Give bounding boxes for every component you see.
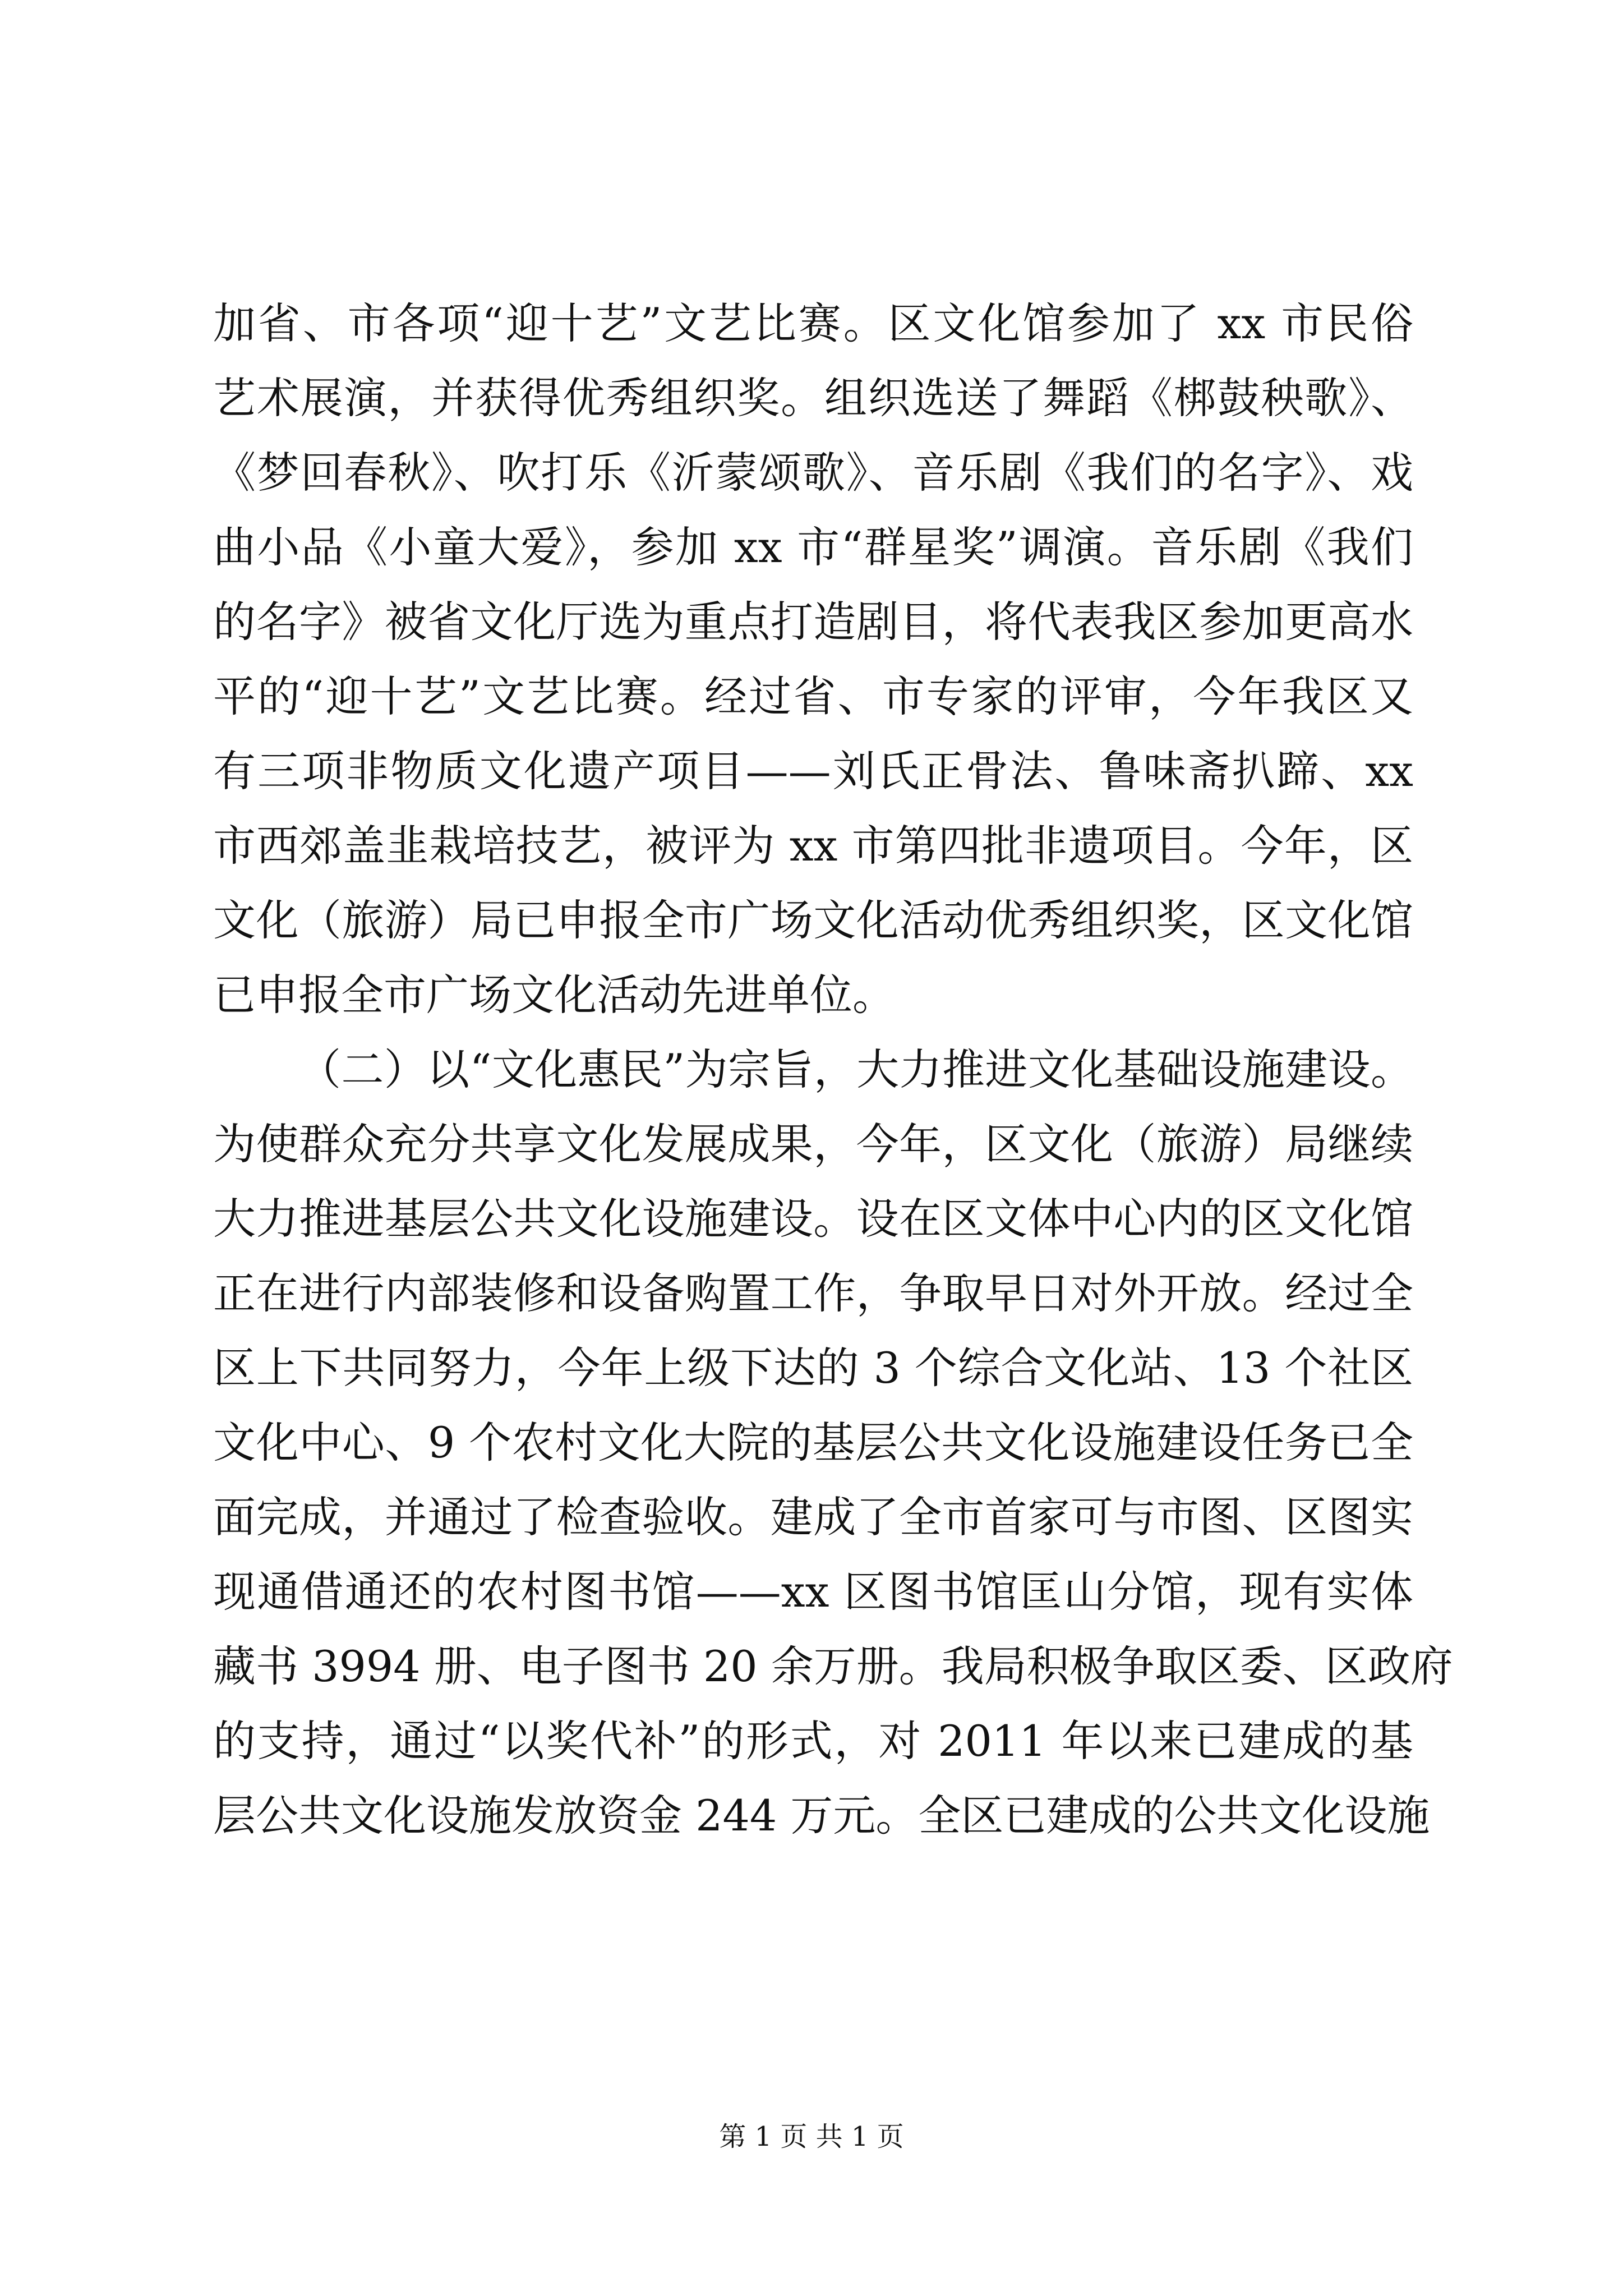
text-line: 文化中心、9 个农村文化大院的基层公共文化设施建设任务已全 bbox=[213, 1418, 1413, 1467]
text-line: 为使群众充分共享文化发展成果，今年，区文化（旅游）局继续 bbox=[213, 1119, 1413, 1169]
text-line: 《梦回春秋》、吹打乐《沂蒙颂歌》、音乐剧《我们的名字》、戏 bbox=[213, 448, 1413, 498]
text-line: 现通借通还的农村图书馆——xx 区图书馆匡山分馆，现有实体 bbox=[213, 1567, 1413, 1617]
page-footer: 第 1 页 共 1 页 bbox=[719, 2121, 904, 2152]
text-line: 文化（旅游）局已申报全市广场文化活动优秀组织奖，区文化馆 bbox=[213, 895, 1413, 945]
text-line: 曲小品《小童大爱》，参加 xx 市“群星奖”调演。音乐剧《我们 bbox=[213, 522, 1413, 572]
text-line: 藏书 3994 册、电子图书 20 余万册。我局积极争取区委、区政府 bbox=[213, 1641, 1453, 1691]
text-line: 市西郊盖韭栽培技艺，被评为 xx 市第四批非遗项目。今年，区 bbox=[213, 821, 1413, 871]
text-line: 平的“迎十艺”文艺比赛。经过省、市专家的评审，今年我区又 bbox=[213, 671, 1413, 721]
text-line: 加省、市各项“迎十艺”文艺比赛。区文化馆参加了 xx 市民俗 bbox=[213, 298, 1413, 348]
text-line: 已申报全市广场文化活动先进单位。 bbox=[213, 970, 895, 1020]
text-line: 区上下共同努力，今年上级下达的 3 个综合文化站、13 个社区 bbox=[213, 1343, 1413, 1393]
text-line: 大力推进基层公共文化设施建设。设在区文体中心内的区文化馆 bbox=[213, 1194, 1413, 1244]
text-line: 的支持，通过“以奖代补”的形式，对 2011 年以来已建成的基 bbox=[213, 1716, 1413, 1766]
text-line: 有三项非物质文化遗产项目——刘氏正骨法、鲁味斋扒蹄、xx bbox=[213, 746, 1413, 796]
text-line: 正在进行内部装修和设备购置工作，争取早日对外开放。经过全 bbox=[213, 1268, 1413, 1318]
text-line: 层公共文化设施发放资金 244 万元。全区已建成的公共文化设施 bbox=[213, 1791, 1430, 1841]
text-line: 面完成，并通过了检查验收。建成了全市首家可与市图、区图实 bbox=[213, 1492, 1413, 1542]
document-body bbox=[213, 286, 1453, 1853]
text-line: 的名字》被省文化厅选为重点打造剧目，将代表我区参加更高水 bbox=[213, 597, 1413, 647]
text-line: 艺术展演，并获得优秀组织奖。组织选送了舞蹈《梆鼓秧歌》、 bbox=[213, 373, 1413, 423]
section-heading-line: （二）以“文化惠民”为宗旨，大力推进文化基础设施建设。 bbox=[298, 1045, 1413, 1094]
